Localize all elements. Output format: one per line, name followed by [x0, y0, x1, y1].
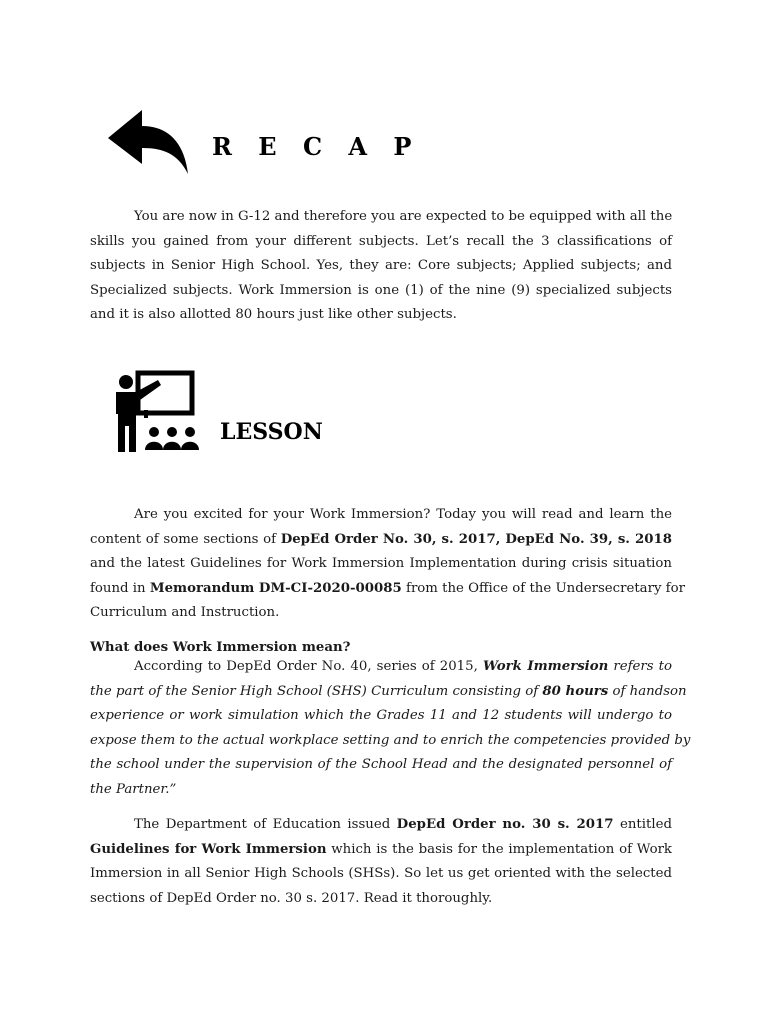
work-immersion-term: Work Immersion	[482, 659, 609, 674]
recap-line: You are now in G-12 and therefore you are expected to be equipped with all the	[134, 209, 673, 224]
lesson-line: Are you excited for your Work Immersion? Today you will read and learn the	[134, 507, 672, 522]
definition-line: According to DepEd Order No. 40, series of 2015, Work Immersion refers to	[134, 659, 673, 674]
recap-line: Specialized subjects. Work Immersion is one (1) of the nine (9) specialized subjects	[90, 282, 672, 298]
lesson-line: found in Memorandum DM-CI-2020-00085 from the Office of the Undersecretary for	[90, 580, 685, 596]
definition-line: expose them to the actual workplace setting and to enrich the competencies provided by	[90, 732, 691, 748]
recap-paragraph	[90, 205, 672, 328]
hours-term: 80 hours	[542, 683, 609, 699]
definition-line: the Partner.”	[90, 781, 177, 797]
lesson-line: content of some sections of DepEd Order No. 30, s. 2017, DepEd No. 39, s. 2018	[90, 531, 672, 547]
lesson-line: Curriculum and Instruction.	[90, 605, 280, 620]
lesson-title: LESSON	[220, 419, 323, 445]
definition-line: experience or work simulation which the Grades 11 and 12 students will undergo to	[90, 708, 672, 723]
deped-orders-ref: DepEd Order No. 30, s. 2017, DepEd No. 39, s. 2018	[280, 531, 672, 547]
deped-order-ref: DepEd Order no. 30 s. 2017	[396, 817, 614, 832]
back-arrow-icon	[104, 108, 194, 178]
recap-line: and it is also allotted 80 hours just like other subjects.	[90, 307, 457, 322]
lesson-line: and the latest Guidelines for Work Immersion Implementation during crisis situation	[90, 556, 672, 571]
teacher-presentation-icon	[112, 368, 208, 456]
deped-order-paragraph	[90, 813, 672, 911]
lesson-intro-paragraph	[90, 503, 685, 626]
guidelines-title: Guidelines for Work Immersion	[90, 841, 327, 857]
deped-line: sections of DepEd Order no. 30 s. 2017. Read it thoroughly.	[90, 890, 493, 906]
section-question-heading: What does Work Immersion mean?	[90, 640, 351, 655]
definition-line: the school under the supervision of the School Head and the designated personnel of	[90, 757, 672, 772]
definition-line: the part of the Senior High School (SHS) Curriculum consisting of 80 hours of handson	[90, 683, 687, 699]
deped-line: Guidelines for Work Immersion which is the basis for the implementation of Work	[90, 841, 672, 857]
recap-title: R E C A P	[212, 132, 421, 161]
memorandum-ref: Memorandum DM-CI-2020-00085	[149, 580, 402, 596]
recap-line: skills you gained from your different subjects. Let’s recall the 3 classifications of	[90, 233, 672, 249]
recap-line: subjects in Senior High School. Yes, they are: Core subjects; Applied subjects; and	[90, 258, 672, 273]
deped-line: Immersion in all Senior High Schools (SHSs). So let us get oriented with the selected	[90, 866, 672, 881]
definition-paragraph	[90, 655, 691, 802]
deped-line: The Department of Education issued DepEd Order no. 30 s. 2017 entitled	[134, 817, 672, 832]
